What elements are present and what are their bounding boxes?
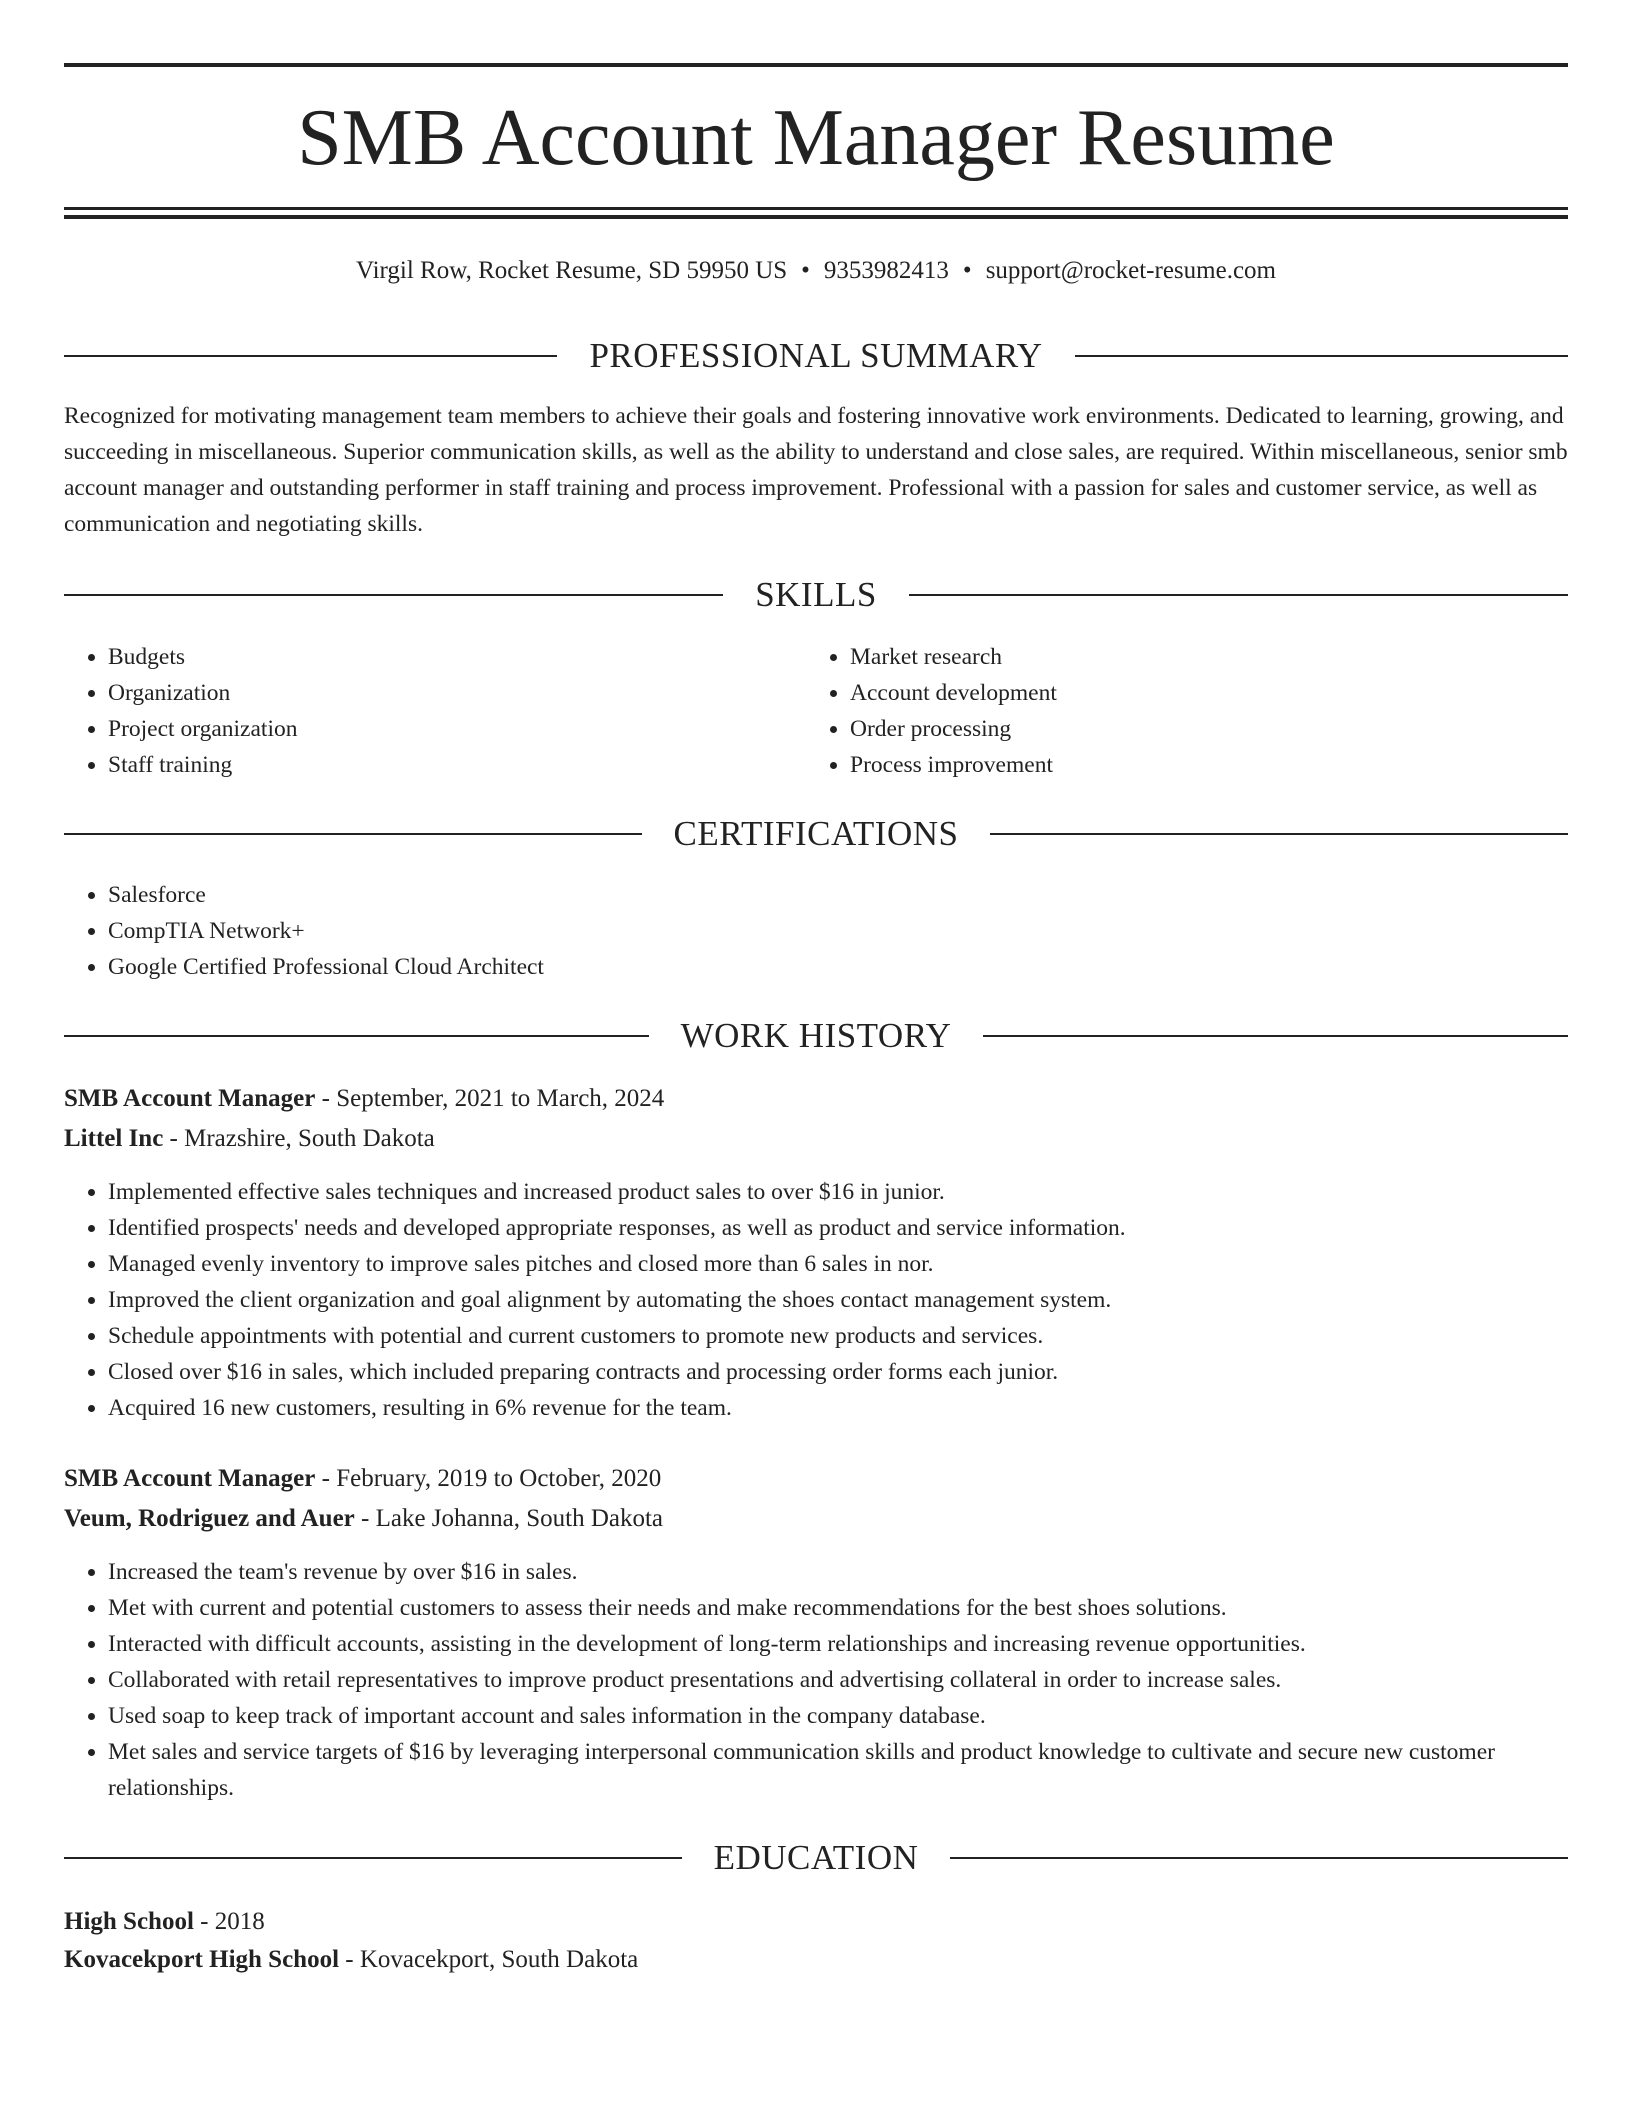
list-item: • Collaborated with retail representatives to improve product presentations and advertising collateral in order to increase sales.	[108, 1662, 1568, 1698]
contact-line	[64, 254, 1568, 288]
divider-line	[983, 1035, 1568, 1037]
skill-item: • Organization	[108, 675, 808, 711]
skill-item: • Market research	[850, 639, 1550, 675]
list-item: • Managed evenly inventory to improve sales pitches and closed more than 6 sales in nor.	[108, 1246, 1568, 1282]
job-company-line	[64, 1119, 1568, 1159]
divider-line	[64, 833, 642, 835]
education-school-line	[64, 1940, 1568, 1980]
certifications-list	[64, 877, 1568, 985]
job-location: - Lake Johanna, South Dakota	[354, 1505, 664, 1532]
contact-phone: 9353982413	[823, 257, 949, 284]
list-item: • Used soap to keep track of important account and sales information in the company database.	[108, 1698, 1568, 1734]
section-title: SKILLS	[755, 575, 877, 614]
job-location: - Mrazshire, South Dakota	[163, 1125, 435, 1152]
job-dates: - September, 2021 to March, 2024	[315, 1085, 665, 1112]
section-title: EDUCATION	[713, 1838, 919, 1877]
section-heading-summary	[64, 336, 1568, 376]
skill-item: • Project organization	[108, 711, 808, 747]
skills-list-left	[64, 639, 808, 783]
section-heading-work-history	[64, 1016, 1568, 1056]
certification-item: • CompTIA Network+	[108, 913, 1568, 949]
section-title: WORK HISTORY	[680, 1016, 952, 1055]
education-year: - 2018	[193, 1908, 265, 1935]
list-item: • Acquired 16 new customers, resulting in 6% revenue for the team.	[108, 1390, 1568, 1426]
divider-line	[1075, 355, 1568, 357]
skill-item: • Process improvement	[850, 747, 1550, 783]
job-title-line	[64, 1079, 1568, 1119]
section-heading-certifications	[64, 814, 1568, 854]
top-rule	[64, 63, 1568, 67]
list-item: • Identified prospects' needs and developed appropriate responses, as well as product and service information.	[108, 1210, 1568, 1246]
list-item: • Implemented effective sales techniques and increased product sales to over $16 in junior.	[108, 1174, 1568, 1210]
divider-line	[64, 355, 557, 357]
list-item: • Increased the team's revenue by over $16 in sales.	[108, 1554, 1568, 1590]
list-item: • Interacted with difficult accounts, assisting in the development of long-term relationships and increasing revenue opportunities.	[108, 1626, 1568, 1662]
divider-line	[64, 1035, 649, 1037]
skill-item: • Staff training	[108, 747, 808, 783]
job-dates: - February, 2019 to October, 2020	[315, 1465, 662, 1492]
education-degree: High School	[64, 1908, 194, 1935]
contact-separator: •	[962, 257, 972, 284]
divider-line	[909, 594, 1568, 596]
job-title: SMB Account Manager	[64, 1085, 316, 1112]
list-item: • Met with current and potential customers to assess their needs and make recommendations for the best shoes solutions.	[108, 1590, 1568, 1626]
page-title: SMB Account Manager Resume	[297, 94, 1335, 182]
list-item: • Schedule appointments with potential and current customers to promote new products and services.	[108, 1318, 1568, 1354]
education-degree-line	[64, 1902, 1568, 1942]
divider-line	[990, 833, 1568, 835]
section-title: CERTIFICATIONS	[673, 814, 959, 853]
skill-item: • Account development	[850, 675, 1550, 711]
job-company: Littel Inc	[64, 1125, 164, 1152]
job-company-line	[64, 1499, 1568, 1539]
job-bullets	[64, 1174, 1568, 1426]
skills-list-right	[806, 639, 1550, 783]
title-rule-upper	[64, 207, 1568, 210]
job-company: Veum, Rodriguez and Auer	[64, 1505, 355, 1532]
education-school: Kovacekport High School	[64, 1946, 340, 1973]
list-item: • Closed over $16 in sales, which included preparing contracts and processing order forms each junior.	[108, 1354, 1568, 1390]
section-title: PROFESSIONAL SUMMARY	[589, 336, 1043, 375]
divider-line	[64, 1857, 682, 1859]
section-heading-education	[64, 1838, 1568, 1878]
skill-item: • Budgets	[108, 639, 808, 675]
divider-line	[950, 1857, 1568, 1859]
divider-line	[64, 594, 723, 596]
list-item: • Improved the client organization and goal alignment by automating the shoes contact management system.	[108, 1282, 1568, 1318]
contact-separator: •	[801, 257, 810, 284]
contact-address: Virgil Row, Rocket Resume, SD 59950 US	[356, 257, 788, 284]
contact-email: support@rocket-resume.com	[985, 257, 1276, 284]
job-title: SMB Account Manager	[64, 1465, 316, 1492]
job-bullets	[64, 1554, 1568, 1806]
certification-item: • Google Certified Professional Cloud Architect	[108, 949, 1568, 985]
title-rule-lower	[64, 215, 1568, 219]
section-heading-skills	[64, 575, 1568, 615]
education-location: - Kovacekport, South Dakota	[339, 1946, 639, 1973]
summary-text: Recognized for motivating management team members to achieve their goals and fostering innovative work environments. Dedicated to learning, growing, and succeeding in miscellaneous. Superior communication skills, as well as the ability to understand and close sales, are required. Within miscellaneous, senior smb account manager and outstanding performer in staff training and process improvement. Professional with a passion for sales and customer service, as well as communication and negotiating skills.	[64, 403, 1568, 537]
job-title-line	[64, 1459, 1568, 1499]
skill-item: • Order processing	[850, 711, 1550, 747]
certification-item: • Salesforce	[108, 877, 1568, 913]
list-item: • Met sales and service targets of $16 by leveraging interpersonal communication skills and product knowledge to cultivate and secure new customer relationships.	[108, 1734, 1568, 1806]
